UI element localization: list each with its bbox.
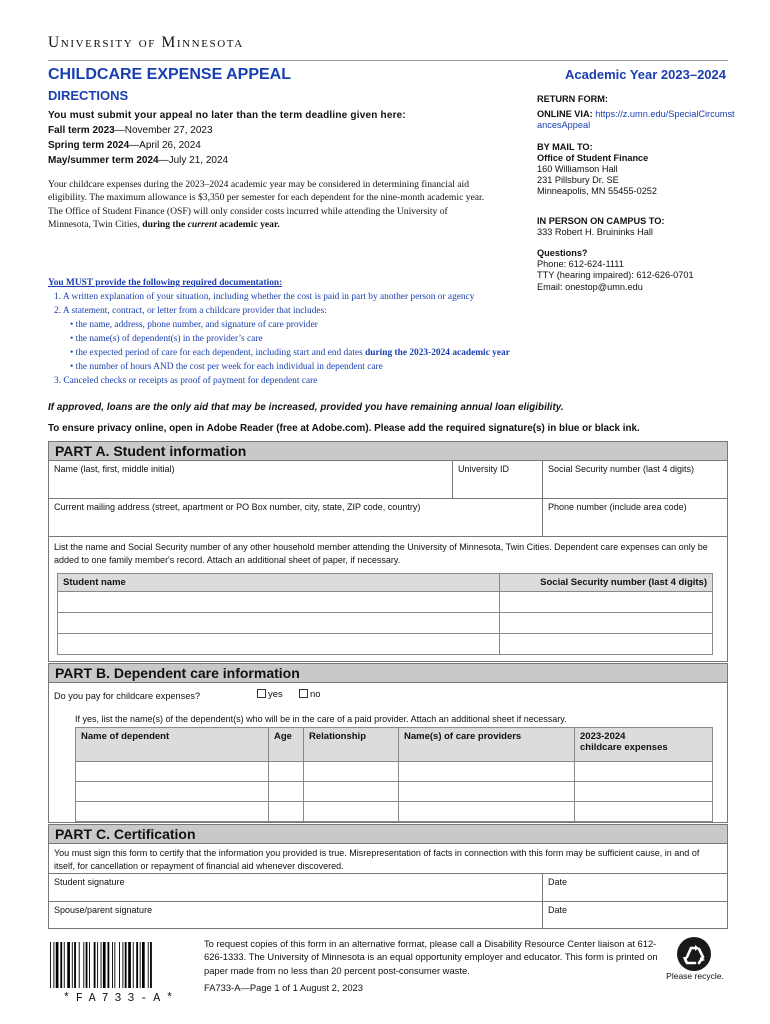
online-row: ONLINE VIA: https://z.umn.edu/SpecialCircumstancesAppeal: [537, 109, 735, 131]
doc-subitem: • the name(s) of dependent(s) in the provider’s care: [70, 334, 263, 344]
contact-phone: Phone: 612-624-1111: [537, 259, 624, 270]
doc-subitem: • the expected period of care for each dependent, including start and end dates during the 2023-2024 academic year: [70, 348, 510, 358]
household-table: [57, 573, 713, 655]
dependent-note: If yes, list the name(s) of the dependent(s) who will be in the care of a paid provider. Attach an additional sheet if necessary.: [75, 714, 567, 724]
return-heading: RETURN FORM:: [537, 94, 608, 104]
deadline-fall: Fall term 2023—November 27, 2023: [48, 125, 213, 136]
dependent-table: [75, 727, 713, 822]
part-b-frame: [48, 683, 728, 823]
contact-tty: TTY (hearing impaired): 612-626-0701: [537, 270, 694, 281]
ssn-field[interactable]: Social Security number (last 4 digits): [543, 461, 727, 499]
mailing-address-field[interactable]: Current mailing address (street, apartment or PO Box number, city, state, ZIP code, country): [49, 499, 543, 537]
part-c-frame: [48, 844, 728, 929]
return-form-block: [537, 94, 737, 293]
directions-heading: DIRECTIONS: [48, 88, 129, 103]
part-a-header: PART A. Student information: [48, 441, 728, 461]
doc-item: 2. A statement, contract, or letter from a childcare provider that includes:: [54, 306, 327, 316]
form-title: CHILDCARE EXPENSE APPEAL: [48, 66, 291, 83]
household-name-cell[interactable]: [58, 634, 500, 655]
dependent-cell[interactable]: [269, 762, 304, 782]
documentation-heading: You MUST provide the following required documentation:: [48, 278, 283, 288]
col-relationship: Relationship: [304, 728, 399, 762]
spouse-signature-field[interactable]: Spouse/parent signature: [49, 902, 543, 928]
yes-checkbox[interactable]: [257, 689, 266, 698]
col-student-name: Student name: [58, 574, 500, 592]
form-number: FA733-A—Page 1 of 1 August 2, 2023: [204, 982, 363, 993]
approval-note: If approved, loans are the only aid that may be increased, provided you have remaining annual loan eligibility.: [48, 402, 564, 413]
household-name-cell[interactable]: [58, 592, 500, 613]
certification-note: You must sign this form to certify that the information you provided is true. Misrepresentation of facts in connection with this form may be sufficient cause, in and of itself, for cancellation or repayment of financial aid whenever discovered.: [54, 848, 700, 871]
mail-line: Minneapolis, MN 55455-0252: [537, 186, 658, 197]
household-ssn-cell[interactable]: [500, 592, 713, 613]
household-ssn-cell[interactable]: [500, 613, 713, 634]
household-ssn-cell[interactable]: [500, 634, 713, 655]
dependent-cell[interactable]: [269, 782, 304, 802]
dependent-cell[interactable]: [76, 782, 269, 802]
doc-subitem: • the number of hours AND the cost per week for each individual in dependent care: [70, 362, 383, 372]
in-person-line: 333 Robert H. Bruininks Hall: [537, 226, 653, 237]
col-dependent-name: Name of dependent: [76, 728, 269, 762]
mail-line: 160 Williamson Hall: [537, 164, 618, 175]
col-childcare-expenses: 2023-2024 childcare expenses: [575, 728, 713, 762]
dependent-cell[interactable]: [399, 802, 575, 822]
mail-office: Office of Student Finance: [537, 152, 649, 163]
privacy-note: To ensure privacy online, open in Adobe Reader (free at Adobe.com). Please add the required signature(s) in blue or black ink.: [48, 423, 640, 434]
deadline-block: [48, 108, 488, 168]
deadline-spring: Spring term 2024—April 26, 2024: [48, 140, 201, 151]
university-id-field[interactable]: University ID: [453, 461, 543, 499]
dependent-cell[interactable]: [575, 802, 713, 822]
contact-email[interactable]: Email: onestop@umn.edu: [537, 281, 643, 292]
name-field[interactable]: Name (last, first, middle initial): [49, 461, 453, 499]
col-student-ssn: Social Security number (last 4 digits): [500, 574, 713, 592]
dependent-cell[interactable]: [304, 782, 399, 802]
intro-paragraph: Your childcare expenses during the 2023–2024 academic year may be considered in determining financial aid eligibility. The maximum allowance is $3,350 per semester for each dependent for the nine-month academic year. The Office of Student Finance (OSF) will only consider costs incurred while attending the University of Minnesota, Twin Cities, during the current academic year.: [48, 179, 485, 231]
doc-subitem: • the name, address, phone number, and signature of care provider: [70, 320, 318, 330]
dependent-cell[interactable]: [304, 762, 399, 782]
household-note: List the name and Social Security number of any other household member attending the University of Minnesota, Twin Cities. Dependent care expenses can only be added to one family member's record. Attach an additional sheet of paper, if necessary.: [54, 542, 708, 565]
childcare-no[interactable]: no: [299, 689, 321, 700]
childcare-question: Do you pay for childcare expenses?: [54, 691, 201, 701]
no-checkbox[interactable]: [299, 689, 308, 698]
online-link[interactable]: https://z.umn.edu/SpecialCircumstancesAppeal: [537, 109, 735, 131]
dependent-cell[interactable]: [575, 762, 713, 782]
phone-field[interactable]: Phone number (include area code): [543, 499, 727, 537]
recycle-icon: [676, 936, 712, 972]
part-c-header: PART C. Certification: [48, 824, 728, 844]
doc-item: 1. A written explanation of your situation, including whether the cost is paid in part by another person or agency: [54, 292, 475, 302]
barcode: [48, 940, 194, 994]
doc-item: 3. Canceled checks or receipts as proof of payment for dependent care: [54, 376, 318, 386]
spouse-date-field[interactable]: Date: [548, 905, 568, 915]
barcode-text: *FA733-A*: [62, 992, 180, 1005]
dependent-cell[interactable]: [575, 782, 713, 802]
university-logo: University of Minnesota: [48, 34, 244, 51]
documentation-list: [48, 276, 648, 388]
childcare-yes[interactable]: yes: [257, 689, 283, 700]
header-rule: [48, 60, 728, 61]
part-b-header: PART B. Dependent care information: [48, 663, 728, 683]
dependent-cell[interactable]: [76, 762, 269, 782]
recycle-label: Please recycle.: [666, 971, 724, 981]
dependent-cell[interactable]: [304, 802, 399, 822]
col-age: Age: [269, 728, 304, 762]
col-care-providers: Name(s) of care providers: [399, 728, 575, 762]
student-signature-field[interactable]: Student signature: [49, 873, 543, 902]
in-person-heading: IN PERSON ON CAMPUS TO:: [537, 215, 665, 226]
dependent-cell[interactable]: [76, 802, 269, 822]
student-date-field[interactable]: Date: [543, 873, 727, 902]
deadline-summer: May/summer term 2024—July 21, 2024: [48, 155, 229, 166]
household-name-cell[interactable]: [58, 613, 500, 634]
questions-heading: Questions?: [537, 248, 588, 259]
academic-year: Academic Year 2023–2024: [565, 67, 726, 82]
footer-notice: To request copies of this form in an alternative format, please call a Disability Resource Center liaison at 612-626-1333. The University of Minnesota is an equal opportunity employer and educator. This form is printed on paper made from no less than 20 percent post-consumer waste.: [204, 938, 658, 976]
dependent-cell[interactable]: [399, 762, 575, 782]
deadline-lead: You must submit your appeal no later than the term deadline given here:: [48, 110, 406, 121]
part-a-frame: [48, 461, 728, 662]
mail-heading: BY MAIL TO:: [537, 141, 593, 152]
dependent-cell[interactable]: [399, 782, 575, 802]
dependent-cell[interactable]: [269, 802, 304, 822]
mail-line: 231 Pillsbury Dr. SE: [537, 175, 619, 186]
